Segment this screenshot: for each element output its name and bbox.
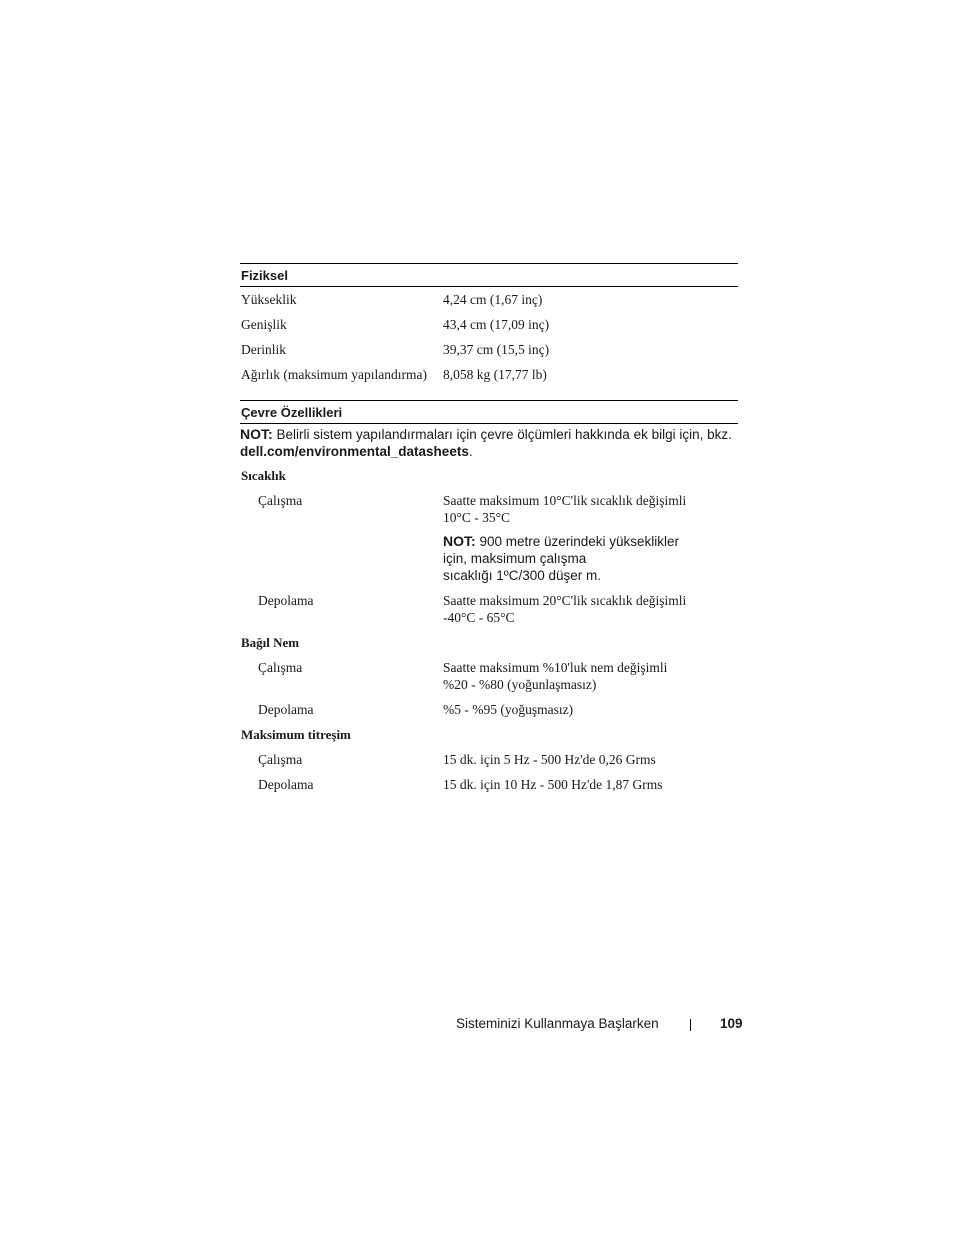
environment-note bbox=[240, 426, 738, 460]
temperature-title: Sıcaklık bbox=[241, 468, 286, 483]
physical-section-header: Fiziksel bbox=[240, 263, 738, 287]
spec-label: Çalışma bbox=[258, 493, 303, 508]
spec-row-weight bbox=[240, 362, 738, 387]
temperature-storage-row bbox=[240, 592, 738, 626]
note-end: . bbox=[468, 444, 473, 459]
spec-value: 4,24 cm (1,67 inç) bbox=[443, 292, 543, 307]
note-text: Belirli sistem yapılandırmaları için çevre ölçümleri hakkında ek bilgi için, bkz. bbox=[276, 427, 732, 442]
spec-label: Derinlik bbox=[241, 342, 286, 357]
spec-row-width bbox=[240, 312, 738, 337]
spec-value: 15 dk. için 5 Hz - 500 Hz'de 0,26 Grms bbox=[443, 752, 656, 767]
humidity-operating-row bbox=[240, 659, 738, 693]
temperature-operating-row bbox=[240, 492, 738, 584]
spec-value: 15 dk. için 10 Hz - 500 Hz'de 1,87 Grms bbox=[443, 777, 663, 792]
spec-value: 10°C - 35°C bbox=[443, 510, 511, 525]
environment-section-header: Çevre Özellikleri bbox=[240, 400, 738, 424]
spec-value: -40°C - 65°C bbox=[443, 610, 515, 625]
spec-value: %20 - %80 (yoğunlaşmasız) bbox=[443, 677, 597, 692]
humidity-title: Bağıl Nem bbox=[241, 635, 300, 650]
humidity-storage-row bbox=[240, 701, 738, 718]
spec-value: Saatte maksimum 20°C'lik sıcaklık değişimli bbox=[443, 593, 687, 608]
spec-value: Saatte maksimum %10'luk nem değişimli bbox=[443, 660, 668, 675]
spec-row-depth bbox=[240, 337, 738, 362]
spec-value: Saatte maksimum 10°C'lik sıcaklık değişimli bbox=[443, 493, 687, 508]
spec-label: Genişlik bbox=[241, 317, 287, 332]
page-number: 109 bbox=[720, 1016, 743, 1031]
spec-value: 43,4 cm (17,09 inç) bbox=[443, 317, 550, 332]
spec-row-height bbox=[240, 287, 738, 312]
spec-label: Çalışma bbox=[258, 752, 303, 767]
vibration-operating-row bbox=[240, 751, 738, 768]
note-label: NOT: bbox=[240, 426, 273, 442]
spec-content bbox=[240, 263, 738, 793]
spec-value: 39,37 cm (15,5 inç) bbox=[443, 342, 550, 357]
vibration-storage-row bbox=[240, 776, 738, 793]
spec-value: %5 - %95 (yoğuşmasız) bbox=[443, 702, 574, 717]
vibration-title: Maksimum titreşim bbox=[241, 727, 351, 742]
spec-value: 8,058 kg (17,77 lb) bbox=[443, 367, 547, 382]
footer-separator bbox=[690, 1019, 691, 1031]
note-label: NOT: bbox=[443, 533, 476, 549]
spec-label: Depolama bbox=[258, 593, 314, 608]
spec-label: Depolama bbox=[258, 777, 314, 792]
spec-label: Yükseklik bbox=[241, 292, 297, 307]
datasheets-link[interactable]: dell.com/environmental_datasheets bbox=[240, 444, 469, 459]
spec-label: Çalışma bbox=[258, 660, 303, 675]
altitude-note: NOT: 900 metre üzerindeki yükseklikler için, maksimum çalışma sıcaklığı 1ºC/300 düşer m. bbox=[443, 533, 680, 583]
spec-label: Depolama bbox=[258, 702, 314, 717]
spec-label: Ağırlık (maksimum yapılandırma) bbox=[241, 367, 427, 382]
footer-title: Sisteminizi Kullanmaya Başlarken bbox=[456, 1016, 659, 1031]
